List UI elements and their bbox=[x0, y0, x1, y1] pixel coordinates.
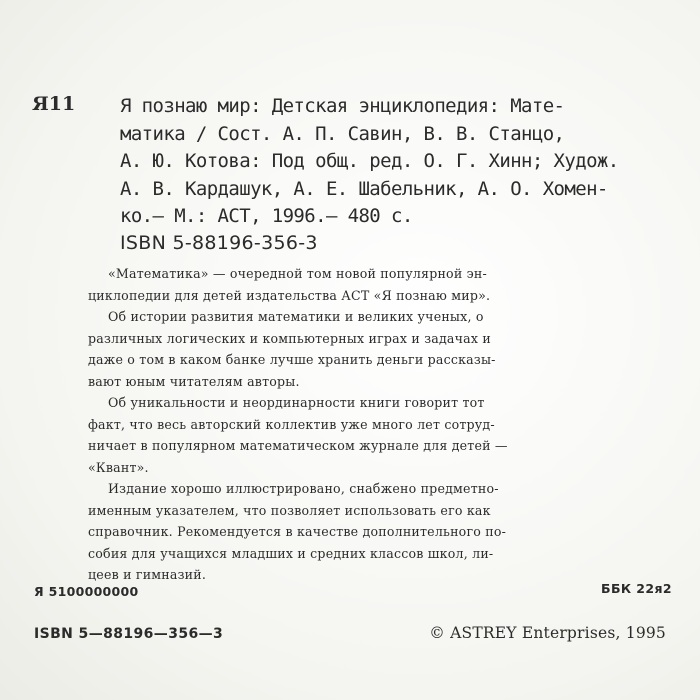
annotation-line: циклопедии для детей издательства АСТ «Я познаю мир». bbox=[88, 287, 491, 303]
annotation-line: ничает в популярном математическом журнале для детей — bbox=[88, 438, 508, 453]
bibliographic-line: Я познаю мир: Детская энциклопедия: Мате- bbox=[120, 95, 565, 117]
bibliographic-line: матика / Сост. А. П. Савин, В. В. Станцо, bbox=[120, 122, 565, 145]
catalog-code: Я11 bbox=[32, 93, 76, 115]
annotation-line: именным указателем, что позволяет использовать его как bbox=[88, 502, 491, 518]
bibliographic-line: ко.— М.: АСТ, 1996.— 480 с. bbox=[120, 205, 413, 227]
annotation bbox=[88, 263, 650, 586]
annotation-line: различных логических и компьютерных играх и задачах и bbox=[88, 330, 491, 346]
annotation-line: справочник. Рекомендуется в качестве дополнительного по- bbox=[88, 524, 507, 539]
annotation-line: цеев и гимназий. bbox=[88, 567, 207, 582]
isbn-bottom: ISBN 5—88196—356—3 bbox=[34, 626, 224, 642]
annotation-line: «Математика» — очередной том новой популярной эн- bbox=[108, 266, 487, 281]
annotation-line: вают юным читателям авторы. bbox=[88, 373, 300, 389]
bibliographic-description bbox=[120, 93, 668, 231]
bibliographic-line: А. Ю. Котова: Под общ. ред. О. Г. Хинн; Худож. bbox=[120, 150, 619, 172]
annotation-line: Об уникальности и неординарности книги говорит тот bbox=[108, 395, 485, 410]
bibliographic-line: А. В. Кардашук, А. Е. Шабельник, А. О. Хомен- bbox=[120, 177, 608, 200]
annotation-line: Издание хорошо иллюстрировано, снабжено предметно- bbox=[108, 481, 499, 496]
ya-code: Я 5100000000 bbox=[34, 584, 139, 599]
bbk-index: ББК 22я2 bbox=[601, 581, 672, 596]
copyright: © ASTREY Enterprises, 1995 bbox=[429, 624, 666, 642]
annotation-line: даже о том в каком банке лучше хранить деньги рассказы- bbox=[88, 352, 496, 367]
annotation-line: собия для учащихся младших и средних классов школ, ли- bbox=[88, 545, 494, 561]
annotation-line: «Квант». bbox=[88, 459, 149, 475]
annotation-line: Об истории развития математики и великих ученых, о bbox=[108, 309, 484, 324]
annotation-line: факт, что весь авторский коллектив уже много лет сотруд- bbox=[88, 416, 495, 432]
isbn-top: ISBN 5-88196-356-3 bbox=[120, 232, 318, 254]
